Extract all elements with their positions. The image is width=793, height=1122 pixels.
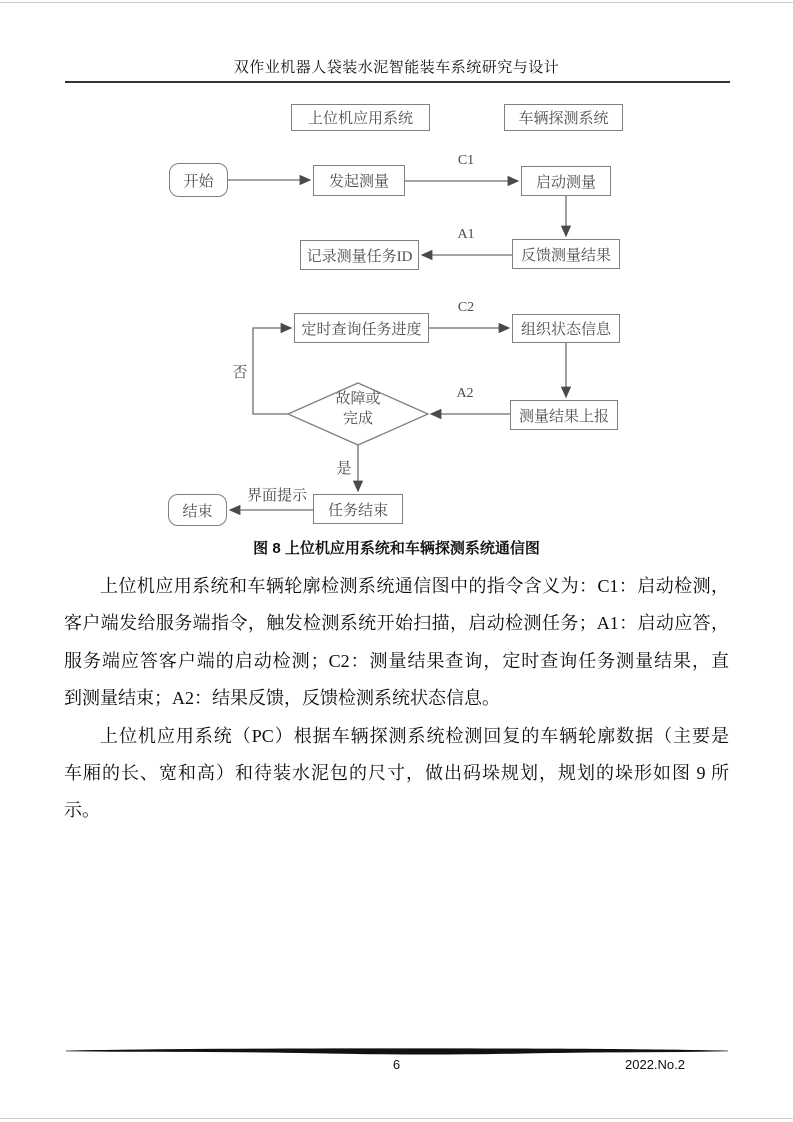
node-initiate-measure: 发起测量 xyxy=(313,165,405,196)
node-start: 开始 xyxy=(169,163,228,197)
page-bottom-edge xyxy=(0,1118,793,1119)
paragraph-line: 客户端发给服务端指令，触发检测系统开始扫描，启动检测任务；A1：启动应答， xyxy=(64,613,729,634)
paragraph-line: 车厢的长、宽和高）和待装水泥包的尺寸，做出码垛规划，规划的垛形如图 9 所 xyxy=(64,763,729,784)
paragraph-line: 上位机应用系统（PC）根据车辆探测系统检测回复的车辆轮廓数据（主要是 xyxy=(100,725,729,746)
node-task-end: 任务结束 xyxy=(313,494,403,524)
paragraph-1 xyxy=(64,568,729,718)
node-feedback-result: 反馈测量结果 xyxy=(512,239,620,269)
node-end: 结束 xyxy=(168,494,227,526)
edge-label-yes: 是 xyxy=(336,461,352,477)
edge-label-c1: C1 xyxy=(457,153,475,168)
node-report-result: 测量结果上报 xyxy=(510,400,618,430)
paragraph-line: 上位机应用系统和车辆轮廓检测系统通信图中的指令含义为：C1：启动检测， xyxy=(100,576,729,596)
issue-label: 2022.No.2 xyxy=(625,1057,685,1072)
edge-label-no: 否 xyxy=(232,365,248,381)
page-top-edge xyxy=(0,2,793,3)
decision-text-line2: 完成 xyxy=(342,411,373,427)
paragraph-line: 服务端应答客户端的启动检测；C2：测量结果查询，定时查询任务测量结果，直 xyxy=(64,650,729,671)
flowchart-figure xyxy=(0,95,793,545)
swimlane-vehicle-detect-system: 车辆探测系统 xyxy=(504,104,623,131)
edge-label-c2: C2 xyxy=(457,300,475,315)
edge-label-a2: A2 xyxy=(456,386,474,401)
page-number: 6 xyxy=(392,1057,401,1072)
edge-label-ui-prompt: 界面提示 xyxy=(246,488,307,504)
paragraph-2 xyxy=(64,718,729,830)
decision-text-line1: 故障或 xyxy=(335,391,381,407)
header-rule xyxy=(65,81,730,83)
node-decision-fault-or-done xyxy=(316,389,400,429)
running-header-title: 双作业机器人袋装水泥智能装车系统研究与设计 xyxy=(233,60,560,76)
figure-caption: 图 8 上位机应用系统和车辆探测系统通信图 xyxy=(253,540,540,557)
paragraph-line: 示。 xyxy=(64,800,100,821)
node-organize-status: 组织状态信息 xyxy=(512,314,620,343)
edge-label-a1: A1 xyxy=(457,227,475,242)
paragraph-line: 到测量结束；A2：结果反馈，反馈检测系统状态信息。 xyxy=(64,688,500,709)
swimlane-host-app-system: 上位机应用系统 xyxy=(291,104,430,131)
node-start-measure: 启动测量 xyxy=(521,166,611,196)
node-query-progress: 定时查询任务进度 xyxy=(294,313,429,343)
body-text xyxy=(64,568,729,830)
node-record-task-id: 记录测量任务ID xyxy=(300,240,419,270)
